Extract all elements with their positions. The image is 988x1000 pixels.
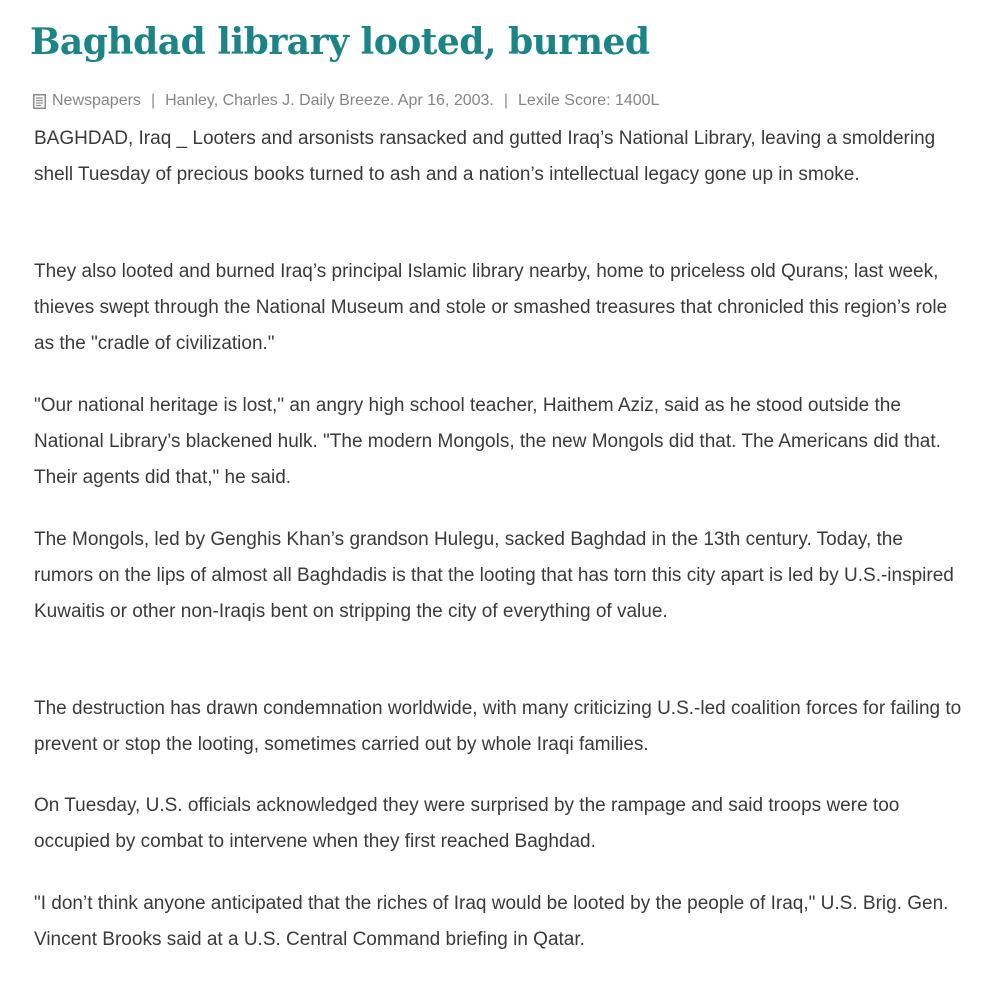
article-paragraph: The Mongols, led by Genghis Khan’s grandson Hulegu, sacked Baghdad in the 13th century. Today, the rumors on the lips of almost all Baghdadis is that the looting that has torn this city apart is led by U.S.-inspired Kuwaitis or other non-Iraqis bent on stripping the city of everything of value. bbox=[34, 529, 954, 622]
lexile-score: Lexile Score: 1400L bbox=[518, 92, 660, 109]
meta-separator: | bbox=[150, 92, 156, 109]
source-citation: Hanley, Charles J. Daily Breeze. Apr 16, 2003. bbox=[165, 92, 494, 109]
article-paragraph: "I don’t think anyone anticipated that the riches of Iraq would be looted by the people of Iraq," U.S. Brig. Gen. Vincent Brooks said at a U.S. Central Command briefing in Qatar. bbox=[34, 893, 949, 950]
article-paragraph: "Our national heritage is lost," an angry high school teacher, Haithem Aziz, said as he stood outside the National Library’s blackened hulk. "The modern Mongols, the new Mongols did that. The Americans did that. Their agents did that," he said. bbox=[34, 395, 941, 488]
meta-separator: | bbox=[503, 92, 509, 109]
article-paragraph: The destruction has drawn condemnation worldwide, with many criticizing U.S.-led coalition forces for failing to prevent or stop the looting, sometimes carried out by whole Iraqi families. bbox=[34, 698, 962, 755]
document-icon bbox=[33, 94, 46, 109]
article-paragraph: BAGHDAD, Iraq _ Looters and arsonists ransacked and gutted Iraq’s National Library, leaving a smoldering shell Tuesday of precious books turned to ash and a nation’s intellectual legacy gone up in smoke. bbox=[34, 128, 936, 185]
article-meta bbox=[33, 90, 659, 112]
article-paragraph: They also looted and burned Iraq’s principal Islamic library nearby, home to priceless old Qurans; last week, thieves swept through the National Museum and stole or smashed treasures that chronicled this region’s role as the "cradle of civilization." bbox=[34, 261, 948, 354]
category-label: Newspapers bbox=[52, 92, 141, 109]
article-title: Baghdad library looted, burned bbox=[30, 21, 650, 63]
article-paragraph: On Tuesday, U.S. officials acknowledged they were surprised by the rampage and said troops were too occupied by combat to intervene when they first reached Baghdad. bbox=[34, 795, 900, 852]
